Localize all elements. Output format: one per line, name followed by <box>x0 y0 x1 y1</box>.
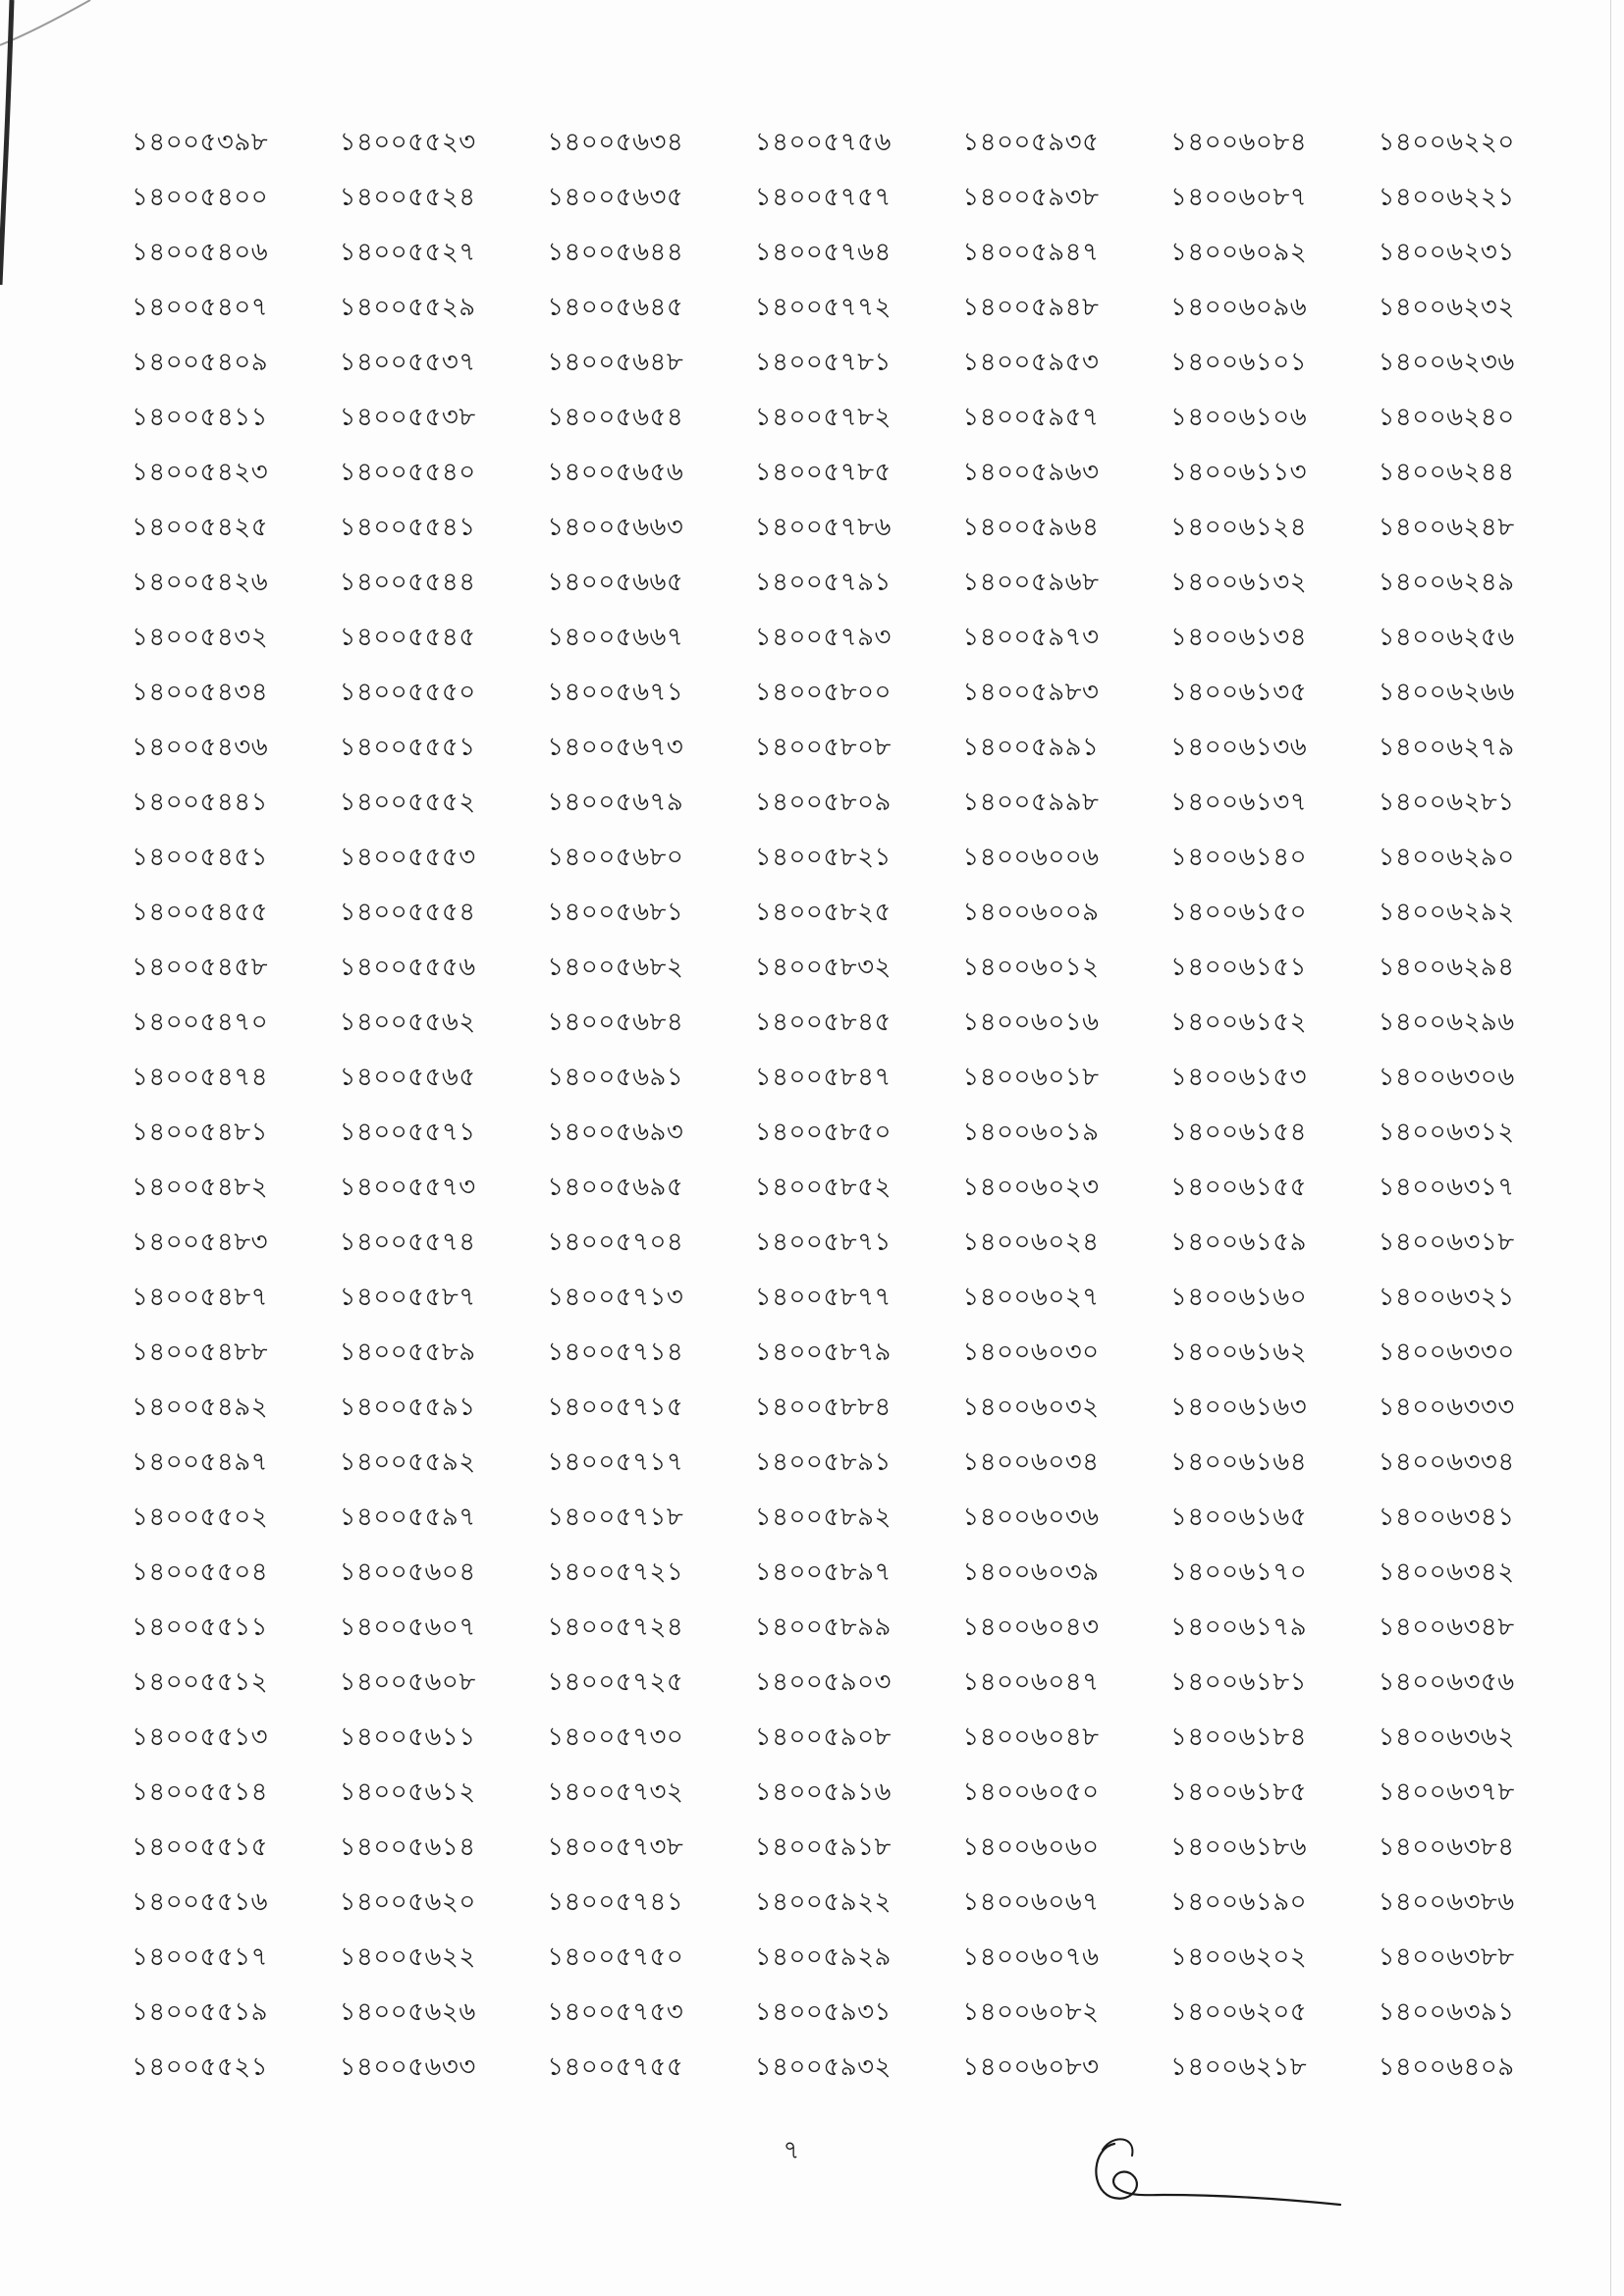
roll-number: ১৪০০৫৭১৪ <box>547 1338 684 1367</box>
roll-number: ১৪০০৫৪৫১ <box>132 843 269 872</box>
roll-number: ১৪০০৬০৩৪ <box>962 1448 1100 1477</box>
handwritten-signature <box>1085 2126 1350 2214</box>
roll-number: ১৪০০৫৬২২ <box>339 1942 476 1972</box>
roll-number: ১৪০০৫৭১৮ <box>547 1503 684 1532</box>
roll-number: ১৪০০৫৮০৯ <box>754 788 892 817</box>
roll-number: ১৪০০৬১৪০ <box>1169 843 1308 872</box>
roll-number: ১৪০০৬০২৪ <box>962 1228 1100 1257</box>
roll-number: ১৪০০৫৬৫৪ <box>547 403 684 432</box>
roll-number: ১৪০০৫৮৩২ <box>754 953 892 982</box>
roll-number: ১৪০০৬৩১৮ <box>1378 1228 1515 1257</box>
roll-number: ১৪০০৬১৫৯ <box>1169 1228 1308 1257</box>
roll-number: ১৪০০৫৮২১ <box>754 843 892 872</box>
roll-number: ১৪০০৬১৬০ <box>1169 1283 1308 1312</box>
roll-number: ১৪০০৫৬৯৩ <box>547 1118 684 1147</box>
roll-number: ১৪০০৬১৬৪ <box>1169 1448 1308 1477</box>
roll-number: ১৪০০৫৫৫৪ <box>339 898 476 927</box>
roll-number: ১৪০০৫৮৪৫ <box>754 1008 892 1037</box>
roll-number: ১৪০০৬৩৮৮ <box>1378 1942 1515 1972</box>
roll-number: ১৪০০৫৯৪৭ <box>962 238 1100 267</box>
roll-number: ১৪০০৫৬১৪ <box>339 1832 476 1862</box>
roll-number: ১৪০০৫৬৬৩ <box>547 513 684 542</box>
roll-number: ১৪০০৫৭৫৩ <box>547 1997 684 2027</box>
roll-number: ১৪০০৫৬৯৫ <box>547 1173 684 1202</box>
roll-number: ১৪০০৬১৩৫ <box>1169 678 1308 707</box>
roll-number: ১৪০০৫৭৩২ <box>547 1777 684 1807</box>
roll-number: ১৪০০৫৪০৭ <box>132 293 269 322</box>
roll-number: ১৪০০৬২৪৪ <box>1378 458 1515 487</box>
roll-number: ১৪০০৫৯৯৮ <box>962 788 1100 817</box>
roll-number: ১৪০০৬০৮৩ <box>962 2052 1100 2082</box>
roll-number: ১৪০০৫৬৩৪ <box>547 128 684 157</box>
roll-number: ১৪০০৫৯৬৩ <box>962 458 1100 487</box>
roll-number: ১৪০০৬০৮৪ <box>1169 128 1308 157</box>
roll-number: ১৪০০৬২১৮ <box>1169 2052 1308 2082</box>
roll-number: ১৪০০৬৩৬২ <box>1378 1722 1515 1752</box>
roll-number: ১৪০০৫৭৫০ <box>547 1942 684 1972</box>
roll-number: ১৪০০৫৭৫৭ <box>754 183 892 212</box>
roll-number: ১৪০০৬১৭৯ <box>1169 1613 1308 1642</box>
roll-number: ১৪০০৫৫১৩ <box>132 1722 269 1752</box>
roll-number: ১৪০০৫৭৬৪ <box>754 238 892 267</box>
roll-number: ১৪০০৫৪১১ <box>132 403 269 432</box>
roll-number: ১৪০০৫৬৮৪ <box>547 1008 684 1037</box>
page-number: ৭ <box>783 2136 800 2165</box>
roll-number: ১৪০০৬৩২১ <box>1378 1283 1515 1312</box>
roll-number: ১৪০০৬৩৩০ <box>1378 1338 1515 1367</box>
roll-number: ১৪০০৫৯৩১ <box>754 1997 892 2027</box>
roll-number: ১৪০০৫৪৭৪ <box>132 1063 269 1092</box>
roll-number: ১৪০০৫৯০৩ <box>754 1667 892 1697</box>
roll-number: ১৪০০৫৯১৮ <box>754 1832 892 1862</box>
roll-number: ১৪০০৬৩৮৪ <box>1378 1832 1515 1862</box>
roll-number: ১৪০০৫৫২৩ <box>339 128 476 157</box>
roll-number: ১৪০০৬১৬৩ <box>1169 1393 1308 1422</box>
roll-number: ১৪০০৫৮৭১ <box>754 1228 892 1257</box>
roll-number: ১৪০০৬০০৯ <box>962 898 1100 927</box>
roll-number: ১৪০০৫৫৪০ <box>339 458 476 487</box>
roll-number: ১৪০০৬১২৪ <box>1169 513 1308 542</box>
roll-number: ১৪০০৬০২৭ <box>962 1283 1100 1312</box>
roll-number: ১৪০০৬১৮৬ <box>1169 1832 1308 1862</box>
roll-number: ১৪০০৫৯৮৩ <box>962 678 1100 707</box>
roll-number: ১৪০০৫৬১২ <box>339 1777 476 1807</box>
roll-number: ১৪০০৬১৫২ <box>1169 1008 1308 1037</box>
roll-number: ১৪০০৫৪২৫ <box>132 513 269 542</box>
roll-number: ১৪০০৫৪৭০ <box>132 1008 269 1037</box>
roll-number: ১৪০০৫৭৯১ <box>754 568 892 597</box>
roll-number: ১৪০০৫৬০৪ <box>339 1558 476 1587</box>
roll-number: ১৪০০৬০৮২ <box>962 1997 1100 2027</box>
roll-number: ১৪০০৬১৫১ <box>1169 953 1308 982</box>
roll-number: ১৪০০৫৪৮৩ <box>132 1228 269 1257</box>
roll-number: ১৪০০৫৫৯৭ <box>339 1503 476 1532</box>
roll-number: ১৪০০৫৭৫৫ <box>547 2052 684 2082</box>
roll-number: ১৪০০৫৭৯৩ <box>754 623 892 652</box>
roll-number: ১৪০০৫৪২৩ <box>132 458 269 487</box>
roll-number: ১৪০০৫৮০৮ <box>754 733 892 762</box>
roll-number: ১৪০০৫৫২৯ <box>339 293 476 322</box>
roll-number: ১৪০০৫৫৬৫ <box>339 1063 476 1092</box>
roll-number: ১৪০০৫৯৫৩ <box>962 348 1100 377</box>
roll-number: ১৪০০৫৮৯৯ <box>754 1613 892 1642</box>
roll-number: ১৪০০৬০১৯ <box>962 1118 1100 1147</box>
roll-number: ১৪০০৫৬৭৯ <box>547 788 684 817</box>
roll-number: ১৪০০৫৭৮১ <box>754 348 892 377</box>
roll-number: ১৪০০৫৮০০ <box>754 678 892 707</box>
roll-number: ১৪০০৫৪৫৮ <box>132 953 269 982</box>
roll-number: ১৪০০৫৯২৯ <box>754 1942 892 1972</box>
roll-number: ১৪০০৬৩৯১ <box>1378 1997 1515 2027</box>
roll-number: ১৪০০৫৭১৫ <box>547 1393 684 1422</box>
roll-number: ১৪০০৫৯৭৩ <box>962 623 1100 652</box>
roll-number: ১৪০০৫৬০৮ <box>339 1667 476 1697</box>
roll-number: ১৪০০৫৭৮২ <box>754 403 892 432</box>
roll-number: ১৪০০৫৫১৬ <box>132 1887 269 1917</box>
roll-number: ১৪০০৫৫২৭ <box>339 238 476 267</box>
roll-number: ১৪০০৬২৩১ <box>1378 238 1515 267</box>
roll-number: ১৪০০৫৭৮৬ <box>754 513 892 542</box>
roll-number: ১৪০০৫৯৬৪ <box>962 513 1100 542</box>
roll-number: ১৪০০৫৯২২ <box>754 1887 892 1917</box>
roll-number: ১৪০০৬২৩২ <box>1378 293 1515 322</box>
roll-number: ১৪০০৬০৩৬ <box>962 1503 1100 1532</box>
roll-number: ১৪০০৬১০১ <box>1169 348 1308 377</box>
roll-number: ১৪০০৬০১৮ <box>962 1063 1100 1092</box>
roll-number: ১৪০০৬৩৩৩ <box>1378 1393 1515 1422</box>
roll-number: ১৪০০৬১৩৬ <box>1169 733 1308 762</box>
roll-number: ১৪০০৫৮৯২ <box>754 1503 892 1532</box>
roll-number: ১৪০০৫৪০৯ <box>132 348 269 377</box>
roll-number: ১৪০০৫৮৭৯ <box>754 1338 892 1367</box>
roll-number: ১৪০০৫৬৩৩ <box>339 2052 476 2082</box>
roll-number: ১৪০০৫৬৯১ <box>547 1063 684 1092</box>
roll-number: ১৪০০৫৫৫০ <box>339 678 476 707</box>
roll-number: ১৪০০৫৫৭১ <box>339 1118 476 1147</box>
roll-number: ১৪০০৫৫২১ <box>132 2052 269 2082</box>
roll-number: ১৪০০৫৫৯১ <box>339 1393 476 1422</box>
roll-number: ১৪০০৫৪৩২ <box>132 623 269 652</box>
roll-number: ১৪০০৫৭৭২ <box>754 293 892 322</box>
roll-number: ১৪০০৫৯৫৭ <box>962 403 1100 432</box>
scan-edge-line <box>1610 0 1611 2296</box>
roll-number: ১৪০০৬০২৩ <box>962 1173 1100 1202</box>
roll-number: ১৪০০৫৫১৯ <box>132 1997 269 2027</box>
roll-number: ১৪০০৬২২১ <box>1378 183 1515 212</box>
roll-number: ১৪০০৫৬৬৫ <box>547 568 684 597</box>
roll-number: ১৪০০৫৪০০ <box>132 183 269 212</box>
roll-number: ১৪০০৬০৩২ <box>962 1393 1100 1422</box>
roll-number: ১৪০০৫৮৯১ <box>754 1448 892 1477</box>
roll-number: ১৪০০৫৩৯৮ <box>132 128 269 157</box>
roll-number: ১৪০০৬০৬০ <box>962 1832 1100 1862</box>
roll-number: ১৪০০৬১৯০ <box>1169 1887 1308 1917</box>
roll-number: ১৪০০৫৫৭৩ <box>339 1173 476 1202</box>
roll-number: ১৪০০৫৯৩২ <box>754 2052 892 2082</box>
roll-number: ১৪০০৫৫১১ <box>132 1613 269 1642</box>
roll-number: ১৪০০৫৫২৪ <box>339 183 476 212</box>
roll-number: ১৪০০৬৩৮৬ <box>1378 1887 1515 1917</box>
roll-number: ১৪০০৫৯৯১ <box>962 733 1100 762</box>
roll-number: ১৪০০৬২৯২ <box>1378 898 1515 927</box>
roll-number: ১৪০০৬০৪৩ <box>962 1613 1100 1642</box>
roll-number: ১৪০০৫৪৩৪ <box>132 678 269 707</box>
roll-number: ১৪০০৬১৩৪ <box>1169 623 1308 652</box>
roll-number: ১৪০০৬১৮৫ <box>1169 1777 1308 1807</box>
roll-number: ১৪০০৬০৩০ <box>962 1338 1100 1367</box>
roll-number: ১৪০০৫৬৩৫ <box>547 183 684 212</box>
roll-number: ১৪০০৬১৬৫ <box>1169 1503 1308 1532</box>
page-fold-mark <box>0 0 108 314</box>
roll-number: ১৪০০৫৭১৩ <box>547 1283 684 1312</box>
roll-number: ১৪০০৫৯৩৮ <box>962 183 1100 212</box>
roll-number: ১৪০০৫৭২৪ <box>547 1613 684 1642</box>
roll-number: ১৪০০৬২০৫ <box>1169 1997 1308 2027</box>
roll-number: ১৪০০৬৩৫৬ <box>1378 1667 1515 1697</box>
roll-number: ১৪০০৬১৫৫ <box>1169 1173 1308 1202</box>
roll-number: ১৪০০৬১৫৩ <box>1169 1063 1308 1092</box>
roll-number: ১৪০০৫৪৮১ <box>132 1118 269 1147</box>
roll-number: ১৪০০৫৫৫১ <box>339 733 476 762</box>
roll-number: ১৪০০৬২২০ <box>1378 128 1515 157</box>
roll-number: ১৪০০৬২৬৬ <box>1378 678 1515 707</box>
roll-number: ১৪০০৫৬২০ <box>339 1887 476 1917</box>
roll-number: ১৪০০৬২৯০ <box>1378 843 1515 872</box>
roll-number: ১৪০০৬০৫০ <box>962 1777 1100 1807</box>
roll-number: ১৪০০৫৬৪৪ <box>547 238 684 267</box>
roll-number: ১৪০০৫৪৮৮ <box>132 1338 269 1367</box>
roll-number: ১৪০০৬০৬৭ <box>962 1887 1100 1917</box>
roll-number: ১৪০০৬২৪৮ <box>1378 513 1515 542</box>
roll-number: ১৪০০৬২০২ <box>1169 1942 1308 1972</box>
roll-number: ১৪০০৬৪০৯ <box>1378 2052 1515 2082</box>
roll-number: ১৪০০৫৫১২ <box>132 1667 269 1697</box>
roll-number: ১৪০০৬২৪০ <box>1378 403 1515 432</box>
roll-number: ১৪০০৫৮৭৭ <box>754 1283 892 1312</box>
roll-number: ১৪০০৬১৭০ <box>1169 1558 1308 1587</box>
roll-number: ১৪০০৬২৫৬ <box>1378 623 1515 652</box>
roll-number: ১৪০০৬২৪৯ <box>1378 568 1515 597</box>
roll-number: ১৪০০৫৮৯৭ <box>754 1558 892 1587</box>
roll-number: ১৪০০৫৮৫০ <box>754 1118 892 1147</box>
roll-number: ১৪০০৫৬৭৩ <box>547 733 684 762</box>
roll-number: ১৪০০৫৯৩৫ <box>962 128 1100 157</box>
roll-number: ১৪০০৬১৬২ <box>1169 1338 1308 1367</box>
roll-number: ১৪০০৫৬৮২ <box>547 953 684 982</box>
roll-number: ১৪০০৫৯০৮ <box>754 1722 892 1752</box>
roll-number: ১৪০০৬৩১২ <box>1378 1118 1515 1147</box>
roll-number: ১৪০০৫৭১৭ <box>547 1448 684 1477</box>
roll-number: ১৪০০৫৪০৬ <box>132 238 269 267</box>
roll-number: ১৪০০৫৬৪৫ <box>547 293 684 322</box>
roll-number: ১৪০০৬০৪৭ <box>962 1667 1100 1697</box>
roll-number: ১৪০০৫৭২১ <box>547 1558 684 1587</box>
roll-number: ১৪০০৬২৭৯ <box>1378 733 1515 762</box>
roll-number: ১৪০০৫৫৩৭ <box>339 348 476 377</box>
roll-number: ১৪০০৫৫১৪ <box>132 1777 269 1807</box>
roll-number: ১৪০০৫৭৫৬ <box>754 128 892 157</box>
roll-number: ১৪০০৫৫৩৮ <box>339 403 476 432</box>
roll-number: ১৪০০৫৮২৫ <box>754 898 892 927</box>
roll-number: ১৪০০৬৩৪১ <box>1378 1503 1515 1532</box>
roll-number: ১৪০০৫৭৪১ <box>547 1887 684 1917</box>
roll-number: ১৪০০৫৫৪৫ <box>339 623 476 652</box>
roll-number: ১৪০০৬২৯৬ <box>1378 1008 1515 1037</box>
roll-number: ১৪০০৬৩৪২ <box>1378 1558 1515 1587</box>
roll-number: ১৪০০৫৪৯২ <box>132 1393 269 1422</box>
roll-number: ১৪০০৬০৭৬ <box>962 1942 1100 1972</box>
roll-number: ১৪০০৫৫৬২ <box>339 1008 476 1037</box>
roll-number: ১৪০০৬৩৩৪ <box>1378 1448 1515 1477</box>
roll-number: ১৪০০৬০৯২ <box>1169 238 1308 267</box>
roll-number: ১৪০০৫৮৫২ <box>754 1173 892 1202</box>
roll-number: ১৪০০৫৬৮০ <box>547 843 684 872</box>
roll-number: ১৪০০৫৪৪১ <box>132 788 269 817</box>
roll-number: ১৪০০৫৪৯৭ <box>132 1448 269 1477</box>
roll-number: ১৪০০৬০১৬ <box>962 1008 1100 1037</box>
roll-number: ১৪০০৬১১৩ <box>1169 458 1308 487</box>
roll-number: ১৪০০৫৬৮১ <box>547 898 684 927</box>
roll-number: ১৪০০৫৯৬৮ <box>962 568 1100 597</box>
roll-number: ১৪০০৬০৩৯ <box>962 1558 1100 1587</box>
roll-number: ১৪০০৬০৯৬ <box>1169 293 1308 322</box>
roll-number: ১৪০০৫৯৪৮ <box>962 293 1100 322</box>
roll-number: ১৪০০৫৪৫৫ <box>132 898 269 927</box>
roll-number: ১৪০০৫৫৮৯ <box>339 1338 476 1367</box>
roll-number: ১৪০০৫৬১১ <box>339 1722 476 1752</box>
roll-number: ১৪০০৫৬৭১ <box>547 678 684 707</box>
roll-number: ১৪০০৫৬৪৮ <box>547 348 684 377</box>
roll-number: ১৪০০৬০৮৭ <box>1169 183 1308 212</box>
roll-number: ১৪০০৫৫৯২ <box>339 1448 476 1477</box>
roll-number: ১৪০০৫৫১৭ <box>132 1942 269 1972</box>
roll-number: ১৪০০৫৫৮৭ <box>339 1283 476 1312</box>
roll-number: ১৪০০৫৪২৬ <box>132 568 269 597</box>
roll-number: ১৪০০৬২৯৪ <box>1378 953 1515 982</box>
roll-number: ১৪০০৬১৫০ <box>1169 898 1308 927</box>
roll-number: ১৪০০৬১৮১ <box>1169 1667 1308 1697</box>
roll-number: ১৪০০৫৮৪৭ <box>754 1063 892 1092</box>
roll-number: ১৪০০৬০০৬ <box>962 843 1100 872</box>
roll-number: ১৪০০৫৫৪১ <box>339 513 476 542</box>
roll-number: ১৪০০৫৬৫৬ <box>547 458 684 487</box>
roll-number: ১৪০০৬১৮৪ <box>1169 1722 1308 1752</box>
roll-number: ১৪০০৫৫৫২ <box>339 788 476 817</box>
roll-number: ১৪০০৫৭০৪ <box>547 1228 684 1257</box>
roll-number: ১৪০০৫৫৭৪ <box>339 1228 476 1257</box>
roll-number: ১৪০০৬৩০৬ <box>1378 1063 1515 1092</box>
roll-number: ১৪০০৫৬২৬ <box>339 1997 476 2027</box>
roll-number: ১৪০০৬২৩৬ <box>1378 348 1515 377</box>
roll-number: ১৪০০৬০৪৮ <box>962 1722 1100 1752</box>
roll-number: ১৪০০৬২৮১ <box>1378 788 1515 817</box>
roll-number: ১৪০০৫৫০২ <box>132 1503 269 1532</box>
roll-number: ১৪০০৬১০৬ <box>1169 403 1308 432</box>
roll-number: ১৪০০৫৭২৫ <box>547 1667 684 1697</box>
roll-number: ১৪০০৬১৩২ <box>1169 568 1308 597</box>
roll-number: ১৪০০৫৫৪৪ <box>339 568 476 597</box>
roll-number: ১৪০০৫৬৬৭ <box>547 623 684 652</box>
roll-number: ১৪০০৬১৩৭ <box>1169 788 1308 817</box>
roll-number: ১৪০০৬৩৪৮ <box>1378 1613 1515 1642</box>
roll-number: ১৪০০৫৭৩০ <box>547 1722 684 1752</box>
roll-number: ১৪০০৫৪৮২ <box>132 1173 269 1202</box>
roll-number-grid <box>132 115 1586 2095</box>
roll-number: ১৪০০৬০১২ <box>962 953 1100 982</box>
roll-number: ১৪০০৫৭৩৮ <box>547 1832 684 1862</box>
roll-number: ১৪০০৫৫৫৩ <box>339 843 476 872</box>
roll-number: ১৪০০৬৩৭৮ <box>1378 1777 1515 1807</box>
roll-number: ১৪০০৫৮৮৪ <box>754 1393 892 1422</box>
roll-number: ১৪০০৫৪৮৭ <box>132 1283 269 1312</box>
roll-number: ১৪০০৫৫৫৬ <box>339 953 476 982</box>
roll-number: ১৪০০৫৫০৪ <box>132 1558 269 1587</box>
roll-number: ১৪০০৫৯১৬ <box>754 1777 892 1807</box>
roll-number: ১৪০০৫৫১৫ <box>132 1832 269 1862</box>
roll-number: ১৪০০৫৭৮৫ <box>754 458 892 487</box>
roll-number: ১৪০০৬১৫৪ <box>1169 1118 1308 1147</box>
roll-number: ১৪০০৬৩১৭ <box>1378 1173 1515 1202</box>
roll-number: ১৪০০৫৪৩৬ <box>132 733 269 762</box>
roll-number: ১৪০০৫৬০৭ <box>339 1613 476 1642</box>
